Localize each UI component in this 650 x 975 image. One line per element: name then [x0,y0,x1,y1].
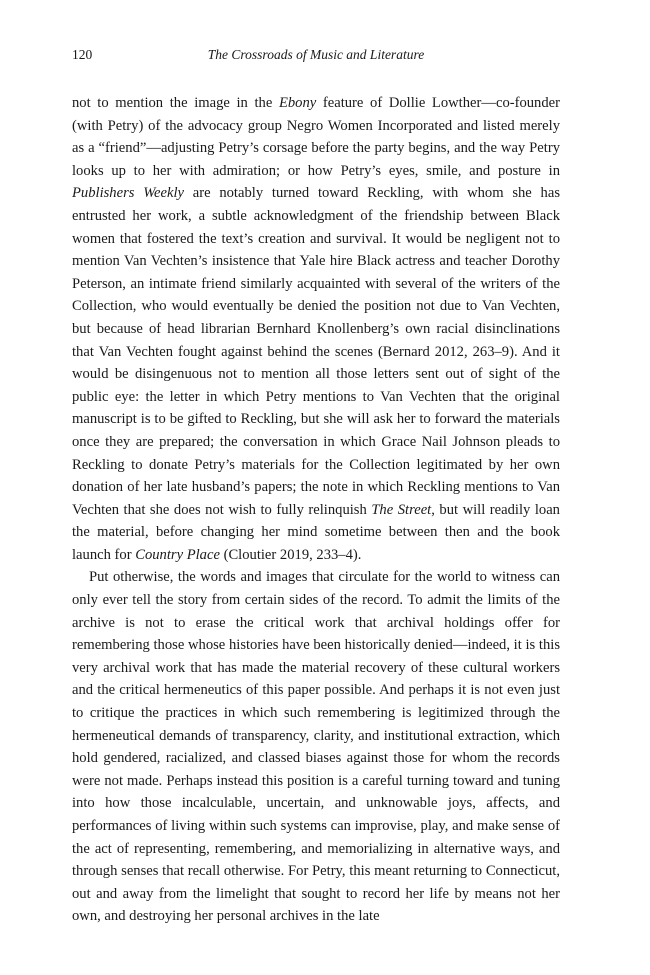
text-segment: , but will readily loan the material, before changing her mind sometime between then and the book launch for [72,501,560,563]
body-text [72,92,560,928]
book-page [72,44,560,928]
publication-title: Ebony [278,95,317,111]
paragraph-2 [72,566,560,928]
running-title: The Crossroads of Music and Literature [207,47,425,62]
paragraph-1 [72,92,560,566]
text-segment: (Cloutier 2019, 233–4). [219,546,362,563]
text-segment: not to mention the image in the [72,95,279,111]
running-head [72,44,560,66]
book-title: Country Place [135,546,220,563]
text-segment: feature of Dollie Lowther—co-founder (with Petry) of the advocacy group Negro Women Incorporated and listed merely as a “friend”—adjusting Petry’s corsage before the party begins, and the way Petry looks up to her with admiration; or how Petry’s eyes, smile, and posture in [72,95,560,179]
book-title: The Street [371,501,432,518]
text-segment: are notably turned toward Reckling, with whom she has entrusted her work, a subtle acknowledgment of the friendship between Black women that fostered the text’s creation and survival. It would be negligent not to mention Van Vechten’s insistence that Yale hire Black actress and teacher Dorothy Peterson, an intimate friend similarly acquainted with several of the writers of the Collection, who would eventually be denied the position not due to Van Vechten, but because of head librarian Bernhard Knollenberg’s own racial disinclinations that Van Vechten fought against behind the scenes (Bernard 2012, 263–9). And it would be disingenuous not to mention all those letters sent out of sight of the public eye: the letter in which Petry mentions to Van Vechten that the original manuscript is to be gifted to Reckling, but she will ask her to forward the materials once they are prepared; the conversation in which Grace Nail Johnson pleads to Reckling to donate Petry’s materials for the Collection legitimated by her own donation of her late husband’s papers; the note in which Reckling mentions to Van Vechten that she does not wish to fully relinquish [72,185,561,518]
publication-title: Publishers Weekly [72,185,184,202]
text-segment: Put otherwise, the words and images that circulate for the world to witness can only ever tell the story from certain sides of the record. To admit the limits of the archive is not to erase the critical work that archival holdings offer for remembering those whose histories have been historically denied—indeed, it is this very archival work that has made the material recovery of these cultural workers and the critical hermeneutics of this paper possible. And perhaps it is not even just to critique the practices in which such remembering is legitimized through the hermeneutical demands of transparency, clarity, and institutional extraction, which hold gendered, racialized, and classed biases against those for whom the records were not made. Perhaps instead this position is a careful turning toward and tuning into how those incalculable, uncertain, and unknowable joys, affects, and performances of living within such systems can improvise, play, and make sense of the act of representing, remembering, and memorializing in alternative ways, and through senses that recall otherwise. For Petry, this meant returning to Connecticut, out and away from the limelight that sought to record her life by means not her own, and destroying her personal archives in the late [72,569,560,925]
page-number: 120 [72,47,93,62]
